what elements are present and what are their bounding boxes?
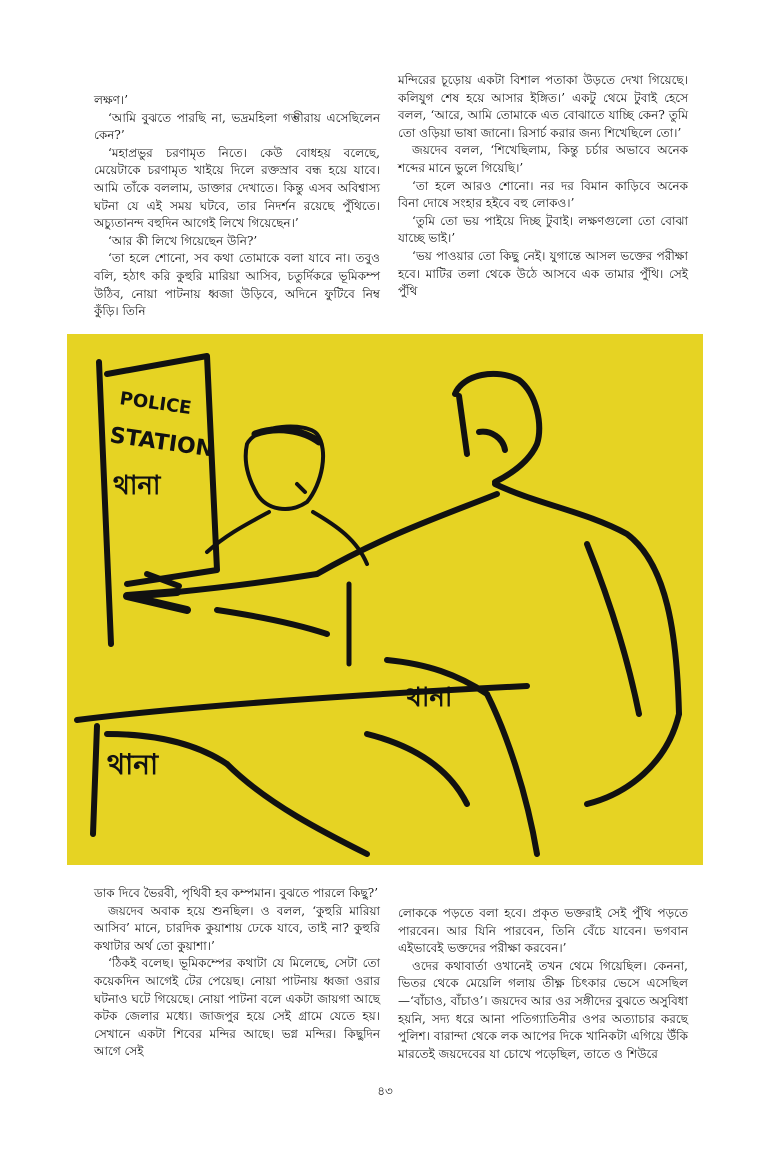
paragraph: ‘ভয় পাওয়ার তো কিছু নেই। যুগান্তে আসল ভক্তের পরীক্ষা হবে। মাটির তলা থেকে উঠে আসবে এক তামার পুঁথি। সেই পুঁথি — [398, 248, 688, 299]
text-column-top-left — [94, 92, 380, 321]
police-station-illustration — [67, 334, 703, 865]
sign-text-police: POLICE — [118, 388, 193, 419]
paragraph: ডাক দিবে ভৈরবী, পৃথিবী হব কম্পমান। বুঝতে পারলে কিছু?’ — [94, 886, 379, 900]
sign-text-station: STATION — [108, 423, 216, 463]
paragraph: জয়দেব বলল, ‘শিখেছিলাম, কিন্তু চর্চার অভাবে অনেক শব্দের মানে ভুলে গিয়েছি।’ — [398, 143, 688, 175]
desk-front-text: থানা — [107, 748, 159, 781]
paragraph: লোককে পড়তে বলা হবে। প্রকৃত ভক্তরাই সেই পুঁথি পড়তে পারবেন। আর যিনি পারবেন, তিনি বেঁচে যাবেন। ভগবান এইভাবেই ভক্তদের পরীক্ষা করবেন।’ — [398, 906, 688, 956]
paragraph: ‘আমি বুঝতে পারছি না, ভদ্রমহিলা গম্ভীরায় এসেছিলেন কেন?’ — [94, 110, 380, 143]
paragraph: ‘মহাপ্রভুর চরণামৃত নিতে। কেউ বোধহয় বলেছে, মেয়েটাকে চরণামৃত খাইয়ে দিলে রক্তস্রাব বন্ধ হয়ে যাবে। আমি তাঁকে বললাম, ডাক্তার দেখাতে। কিন্তু এসব অবিশ্বাস্য ঘটনা যে এই সময় ঘটবে, তার নিদর্শন রয়েছে পুঁথিতে। অচ্যুতানন্দ বহুদিন আগেই লিখে গিয়েছেন।’ — [94, 145, 380, 231]
paragraph: ‘তুমি তো ভয় পাইয়ে দিচ্ছ টুবাই। লক্ষণগুলো তো বোঝা যাচ্ছে ভাই।’ — [398, 213, 688, 246]
paragraph: লক্ষণ।’ — [94, 93, 129, 107]
desk-text: থানা — [405, 683, 453, 713]
paragraph: ‘তা হলে আরও শোনো। নর দর বিমান কাড়িবে অনেক বিনা দোষে সংহার হইবে বহু লোকও।’ — [398, 178, 688, 211]
paragraph: ‘আর কী লিখে গিয়েছেন উনি?’ — [108, 233, 258, 248]
text-column-top-right — [398, 72, 688, 301]
page-number: ৪৩ — [377, 1084, 393, 1098]
paragraph: মন্দিরের চূড়োয় একটা বিশাল পতাকা উড়তে দেখা গিয়েছে। কলিযুগ শেষ হয়ে আসার ইঙ্গিত।’ একটু থেমে টুবাই হেসে বলল, ‘আরে, আমি তোমাকে এত বোঝাতে যাচ্ছি কেন? তুমি তো ওড়িয়া ভাষা জানো। রিসার্চ করার জন্য শিখেছিলে তো।’ — [398, 73, 688, 140]
paragraph: ওদের কথাবার্তা ওখানেই তখন থেমে গিয়েছিল। কেননা, ভিতর থেকে মেয়েলি গলায় তীক্ষ্ণ চিৎকার ভেসে এসেছিল—‘বাঁচাও, বাঁচাও’। জয়দেব আর ওর সঙ্গীদের বুঝতে অসুবিধা হয়নি, সদ্য ধরে আনা পতিগ্যাতিনীর ওপর অত্যাচার করছে পুলিশ। বারান্দা থেকে লক আপের দিকে খানিকটা এগিয়ে উঁকি মারতেই জয়দেবের যা চোখে পড়েছিল, তাতে ও শিউরে — [398, 958, 688, 1061]
paragraph: জয়দেব অবাক হয়ে শুনছিল। ও বলল, ‘কুহুরি মারিয়া আসিব’ মানে, চারদিক কুয়াশায় ঢেকে যাবে, তাই না? কুহুরি কথাটার অর্থ তো কুয়াশা।’ — [94, 903, 380, 953]
seated-officer-figure — [207, 427, 367, 664]
paragraph: ‘ঠিকই বলেছ। ভূমিকম্পের কথাটা যে মিলেছে, সেটা তো কয়েকদিন আগেই টের পেয়েছ। নোয়া পাটনায় ধ্বজা ওরার ঘটনাও ঘটে গিয়েছে। নোয়া পাটনা বলে একটা জায়গা আছে কটক জেলার মধ্যে। জাজপুর হয়ে সেই গ্রামে যেতে হয়। সেখানে একটা শিবের মন্দির আছে। ভগ্ন মন্দির। কিছুদিন আগে সেই — [94, 956, 380, 1059]
text-column-bottom-right — [398, 905, 688, 1063]
text-column-bottom-left — [94, 885, 380, 1061]
sign-text-thana: থানা — [113, 471, 161, 501]
paragraph: ‘তা হলে শোনো, সব কথা তোমাকে বলা যাবে না। তবুও বলি, হঠাৎ করি কুহুরি মারিয়া আসিব, চতুর্দিকরে ভূমিকম্প উঠিব, নোয়া পাটনায় ধ্বজা উড়িবে, অদিনে ফুটিবে নিম্ব কুঁড়ি। তিনি — [94, 251, 380, 319]
